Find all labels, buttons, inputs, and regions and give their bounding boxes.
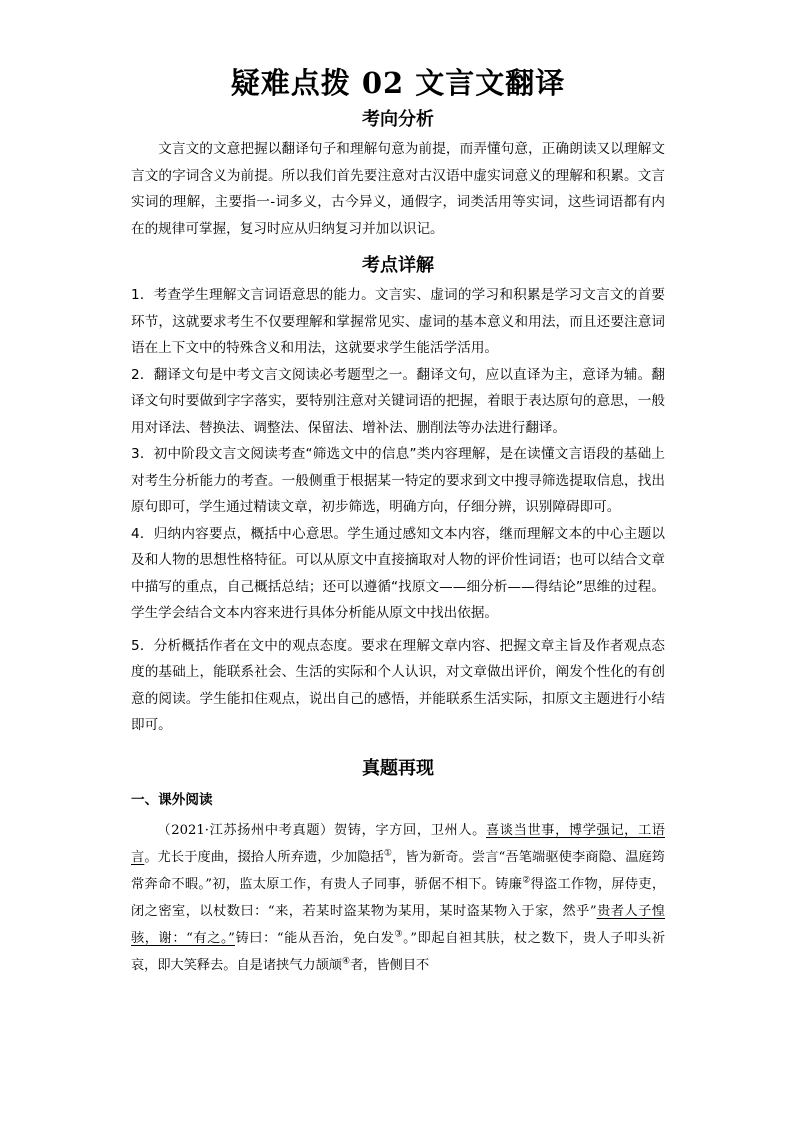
passage-text: 。”即起自袒其肤，杖之数下，贵人子叩头祈哀，即大笑释去。自是诸挟气力颉颃: [131, 930, 665, 973]
analysis-paragraph: 文言文的文意把握以翻译句子和理解句意为前提，而弄懂句意，正确朗读又以理解文言文的字词含义为前提。所以我们首先要注意对古汉语中虚实词意义的理解和积累。文言实词的理解，主要指一-词多义，古今异义，通假字，词类活用等实词，这些词语都有内在的规律可掌握，复习时应从归纳复习并加以识记。: [131, 141, 665, 237]
footnote-marker: ②: [522, 875, 531, 886]
footnote-marker: ③: [394, 929, 404, 940]
passage-underlined-text: 喜谈当世事，博学强记，工语言: [131, 822, 665, 865]
passage-text: （2021·江苏扬州中考真题）贺铸，字方回，卫州人。: [157, 822, 486, 838]
exam-subheading: 一、课外阅读: [131, 791, 213, 808]
passage-text: 。尤长于度曲，掇拾人所弃遗，少加隐括: [144, 849, 384, 865]
passage-text: 铸曰：“能从吾治，免白发: [234, 930, 395, 946]
detail-item-1: 1．考查学生理解文言词语意思的能力。文言实、虚词的学习和积累是学习文言文的首要环节，这就要求考生不仅要理解和掌握常见实、虚词的基本意义和用法，而且还要注意词语在上下文中的特殊含义和用法，这就要求学生能活学活用。: [131, 287, 665, 356]
section-heading-exam: 真题再现: [362, 757, 434, 779]
passage-text: 得盗工作物，屏侍吏，闭之密室，以杖数曰：“来，若某时盗某物为某用，某时盗某物入于家，然乎”: [131, 876, 666, 919]
passage-text: 者，皆侧目不: [350, 957, 430, 973]
section-heading-analysis: 考向分析: [362, 109, 434, 130]
exam-passage: [131, 817, 665, 979]
document-content: [131, 60, 665, 979]
detail-item-3: 3．初中阶段文言文阅读考查“筛选文中的信息”类内容理解，是在读懂文言语段的基础上对考生分析能力的考查。一般侧重于根据某一特定的要求到文中搜寻筛选提取信息，找出原句即可，学生通过精读文章，初步筛选，明确方向，仔细分辨，识别障碍即可。: [131, 446, 665, 515]
section-heading-details: 考点详解: [362, 255, 434, 276]
passage-underlined-text: 贵者人子惶骇，谢：“有之。”: [131, 903, 666, 946]
detail-item-4: 4．归纳内容要点，概括中心意思。学生通过感知文本内容，继而理解文本的中心主题以及和人物的思想性格特征。可以从原文中直接摘取对人物的评价性词语；也可以结合文章中描写的重点，自己概括总结；还可以遵循“找原文——细分析——得结论”思维的过程。学生学会结合文本内容来进行具体分析能从原文中找出依据。: [131, 525, 665, 621]
document-title: 疑难点拨 02 文言文翻译: [230, 66, 566, 100]
detail-item-2: 2．翻译文句是中考文言文阅读必考题型之一。翻译文句，应以直译为主，意译为辅。翻译文句时要做到字字落实，要特别注意对关键词语的把握，着眼于表达原句的意思，一般用对译法、替换法、调整法、保留法、增补法、删削法等办法进行翻译。: [131, 366, 665, 436]
footnote-marker: ④: [342, 956, 351, 967]
detail-item-5: 5．分析概括作者在文中的观点态度。要求在理解文章内容、把握文章主旨及作者观点态度的基础上，能联系社会、生活的实际和个人认识，对文章做出评价，阐发个性化的有创意的阅读。学生能扣住观点，说出自己的感悟，并能联系生活实际，扣原文主题进行小结即可。: [131, 637, 665, 733]
passage-text: ，皆为新奇。尝言“吾笔端驱使李商隐、温庭筠常奔命不暇。”初，监太原工作，有贵人子同事，骄倨不相下。铸廉: [131, 849, 665, 892]
footnote-marker: ①: [383, 848, 393, 859]
